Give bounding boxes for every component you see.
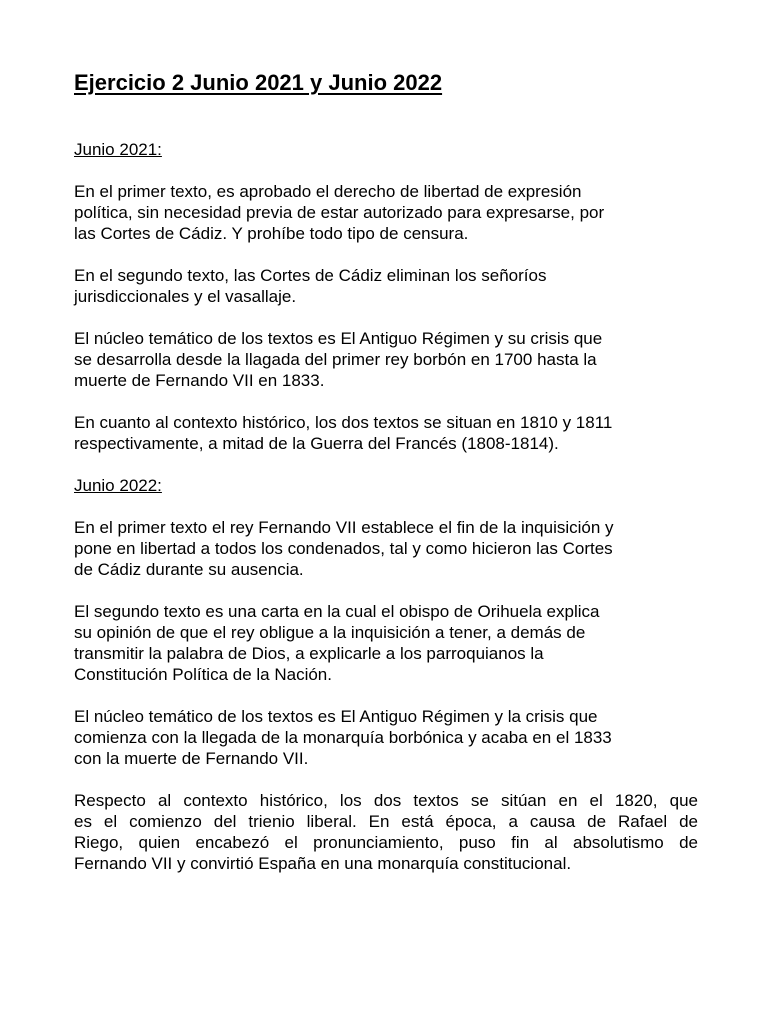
- paragraph-line: Respecto al contexto histórico, los dos textos se sitúan en el 1820, que: [74, 791, 698, 810]
- paragraph-line: política, sin necesidad previa de estar autorizado para expresarse, por: [74, 203, 605, 222]
- section-heading-junio-2022: Junio 2022:: [74, 476, 162, 495]
- paragraph-2021-2: [74, 265, 546, 307]
- paragraph-line: El segundo texto es una carta en la cual el obispo de Orihuela explica: [74, 602, 600, 621]
- paragraph-line: se desarrolla desde la llagada del primer rey borbón en 1700 hasta la: [74, 350, 597, 369]
- paragraph-2022-4: [74, 790, 698, 874]
- paragraph-line: las Cortes de Cádiz. Y prohíbe todo tipo de censura.: [74, 224, 469, 243]
- paragraph-line: pone en libertad a todos los condenados, tal y como hicieron las Cortes: [74, 539, 613, 558]
- paragraph-line: En cuanto al contexto histórico, los dos textos se situan en 1810 y 1811: [74, 413, 613, 432]
- paragraph-2022-1: [74, 517, 614, 580]
- paragraph-2021-3: [74, 328, 602, 391]
- paragraph-line: muerte de Fernando VII en 1833.: [74, 371, 325, 390]
- paragraph-line: comienza con la llegada de la monarquía borbónica y acaba en el 1833: [74, 728, 612, 747]
- paragraph-line: es el comienzo del trienio liberal. En está época, a causa de Rafael de: [74, 812, 698, 831]
- paragraph-line: de Cádiz durante su ausencia.: [74, 560, 304, 579]
- paragraph-line: su opinión de que el rey obligue a la inquisición a tener, a demás de: [74, 623, 586, 642]
- paragraph-2021-4: [74, 412, 612, 454]
- paragraph-line: En el segundo texto, las Cortes de Cádiz eliminan los señoríos: [74, 266, 547, 285]
- paragraph-2021-1: [74, 181, 604, 244]
- paragraph-line: respectivamente, a mitad de la Guerra del Francés (1808-1814).: [74, 434, 559, 453]
- paragraph-line: Riego, quien encabezó el pronunciamiento, puso fin al absolutismo de: [74, 833, 698, 852]
- document-title: Ejercicio 2 Junio 2021 y Junio 2022: [74, 70, 443, 95]
- paragraph-line: En el primer texto, es aprobado el derecho de libertad de expresión: [74, 182, 582, 201]
- paragraph-line: El núcleo temático de los textos es El Antiguo Régimen y su crisis que: [74, 329, 603, 348]
- paragraph-line: Constitución Política de la Nación.: [74, 665, 332, 684]
- paragraph-line: El núcleo temático de los textos es El Antiguo Régimen y la crisis que: [74, 707, 598, 726]
- paragraph-line: transmitir la palabra de Dios, a explicarle a los parroquianos la: [74, 644, 544, 663]
- paragraph-line: con la muerte de Fernando VII.: [74, 749, 309, 768]
- paragraph-2022-2: [74, 601, 599, 685]
- section-heading-junio-2021: Junio 2021:: [74, 140, 162, 159]
- paragraph-2022-3: [74, 706, 612, 769]
- paragraph-line: jurisdiccionales y el vasallaje.: [74, 287, 297, 306]
- paragraph-line: Fernando VII y convirtió España en una monarquía constitucional.: [74, 854, 572, 873]
- paragraph-line: En el primer texto el rey Fernando VII establece el fin de la inquisición y: [74, 518, 614, 537]
